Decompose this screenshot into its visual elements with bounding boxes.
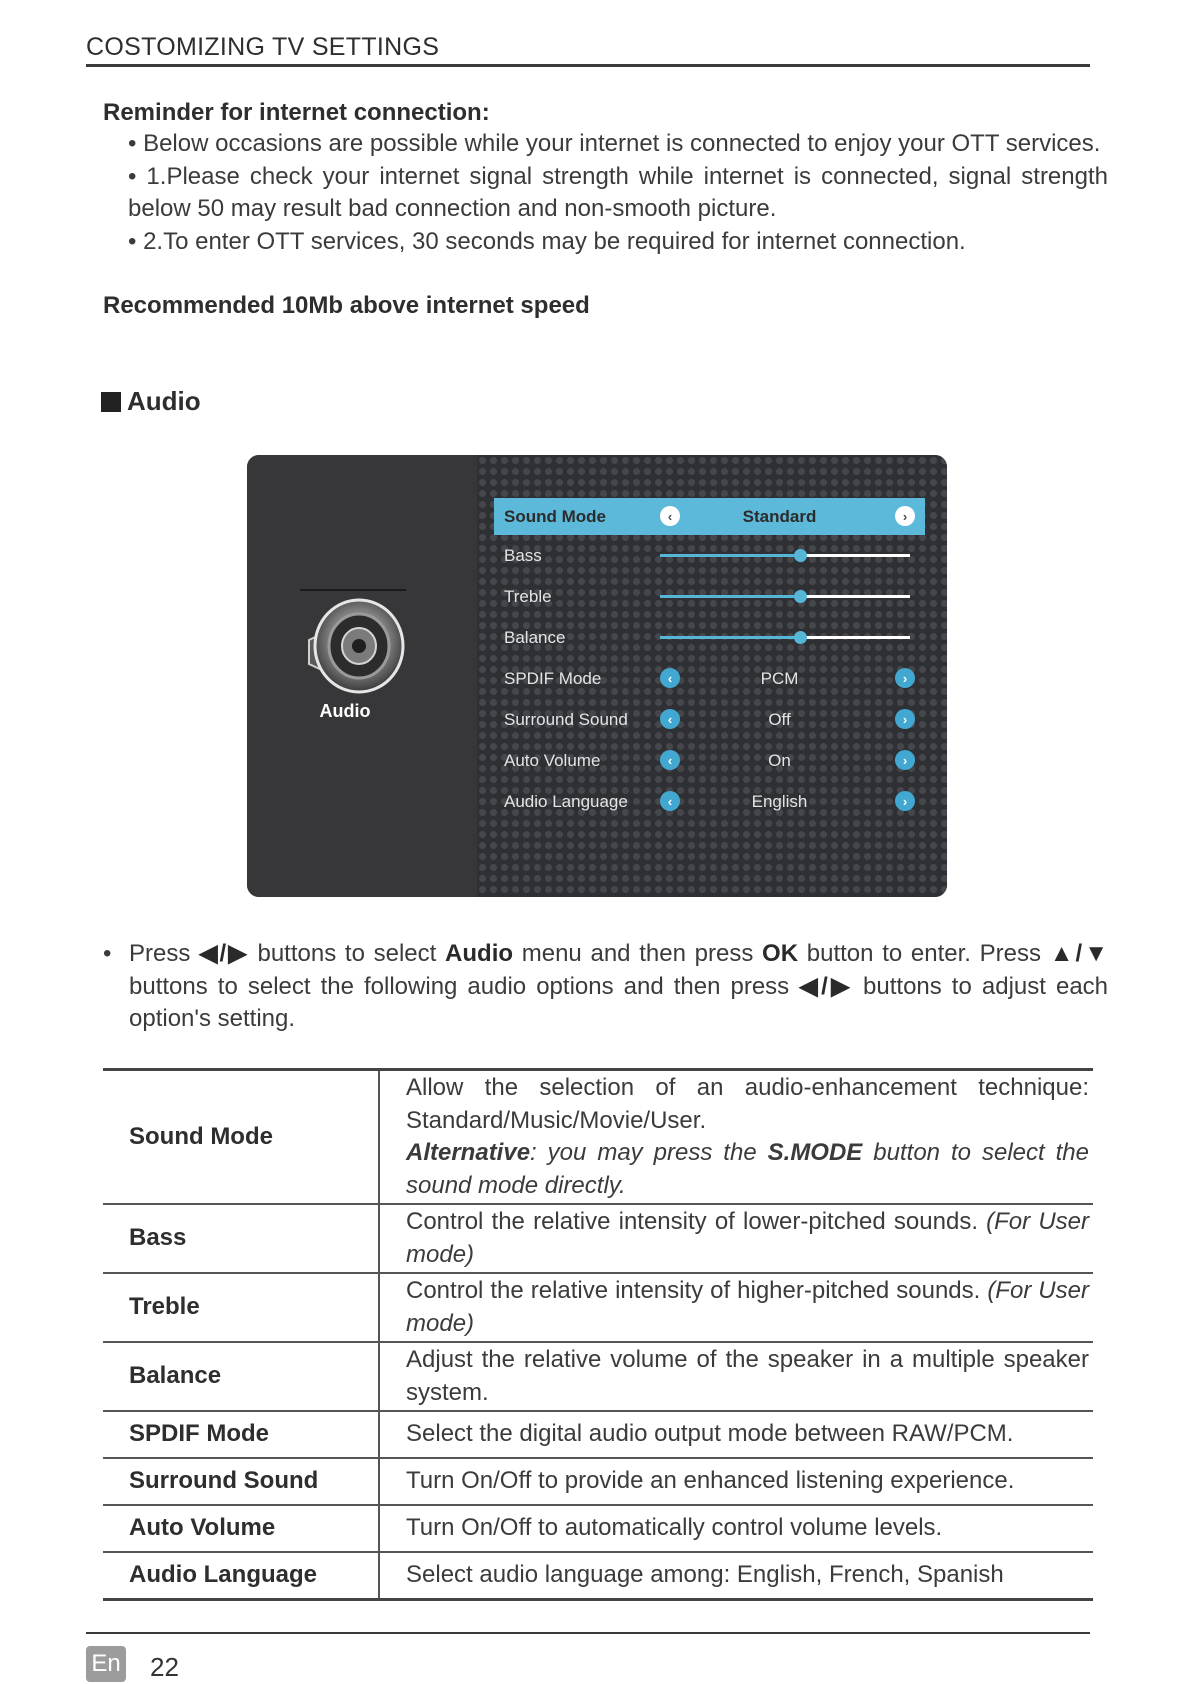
speed-recommendation: Recommended 10Mb above internet speed: [103, 292, 590, 319]
slider-fill: [660, 636, 800, 639]
speaker-icon: [301, 596, 407, 696]
text-run: button to enter. Press: [798, 940, 1050, 967]
chevron-right-icon[interactable]: ›: [895, 709, 915, 729]
section-title: Audio: [127, 386, 201, 416]
up-down-arrows-icon: ▲/▼: [1049, 940, 1108, 967]
left-right-arrows-icon: ◀/▶: [799, 972, 853, 1000]
table-row: [103, 1204, 1093, 1273]
option-name: Audio Language: [103, 1552, 379, 1599]
bullet: •: [103, 940, 112, 967]
table-row: [103, 1458, 1093, 1505]
menu-row-sound-mode[interactable]: [494, 498, 925, 535]
table-row: [103, 1070, 1093, 1205]
option-name: SPDIF Mode: [103, 1411, 379, 1458]
treble-slider[interactable]: [660, 595, 910, 598]
chevron-right-icon[interactable]: ›: [895, 506, 915, 526]
option-name: Treble: [103, 1273, 379, 1342]
reminder-title: Reminder for internet connection:: [103, 99, 490, 126]
menu-row-balance[interactable]: [494, 619, 925, 656]
footer-divider: [86, 1632, 1090, 1634]
text-run: Control the relative intensity of higher-pitched sounds.: [406, 1277, 988, 1304]
option-description: [379, 1204, 1093, 1273]
section-heading: [101, 386, 201, 417]
reminder-list: [128, 128, 1108, 258]
menu-row-value: Off: [768, 710, 791, 729]
smode-button-label: S.MODE: [767, 1139, 863, 1166]
chevron-left-icon[interactable]: ‹: [660, 709, 680, 729]
left-right-arrows-icon: ◀/▶: [199, 940, 249, 967]
language-badge: En: [86, 1646, 126, 1682]
category-divider: [300, 589, 406, 591]
ok-keyword: OK: [762, 940, 799, 967]
option-name: Surround Sound: [103, 1458, 379, 1505]
menu-row-label: Balance: [504, 628, 566, 647]
square-bullet-icon: [101, 392, 121, 412]
audio-options-table: [103, 1068, 1093, 1601]
option-description: [379, 1070, 1093, 1205]
alternative-label: Alternative: [406, 1139, 531, 1166]
menu-row-value: PCM: [760, 669, 799, 688]
slider-knob[interactable]: [794, 549, 807, 562]
table-row: [103, 1552, 1093, 1599]
text-run: Allow the selection of an audio-enhancement technique: Standard/Music/Movie/User.: [406, 1074, 1089, 1134]
text-run: button to select the sound mode directly.: [406, 1139, 1089, 1199]
text-run: menu and then press: [513, 940, 763, 967]
menu-row-label: Audio Language: [504, 792, 628, 811]
menu-row-spdif-mode[interactable]: [494, 660, 925, 697]
user-mode-note: (For User mode): [406, 1208, 1089, 1268]
tv-audio-menu: [247, 455, 947, 897]
slider-fill: [660, 595, 800, 598]
user-mode-note: (For User mode): [406, 1277, 1089, 1337]
chevron-left-icon[interactable]: ‹: [660, 750, 680, 770]
chevron-left-icon[interactable]: ‹: [660, 506, 680, 526]
text-run: Press: [129, 940, 200, 967]
menu-row-value: On: [768, 751, 791, 770]
slider-fill: [660, 554, 800, 557]
menu-row-auto-volume[interactable]: [494, 742, 925, 779]
header-divider: [86, 64, 1090, 67]
option-name: Bass: [103, 1204, 379, 1273]
option-description: Turn On/Off to provide an enhanced listening experience.: [379, 1458, 1093, 1505]
chevron-right-icon[interactable]: ›: [895, 668, 915, 688]
menu-row-bass[interactable]: [494, 537, 925, 574]
audio-keyword: Audio: [445, 940, 514, 967]
option-name: Auto Volume: [103, 1505, 379, 1552]
table-row: [103, 1411, 1093, 1458]
chevron-right-icon[interactable]: ›: [895, 750, 915, 770]
table-row: [103, 1342, 1093, 1411]
chevron-right-icon[interactable]: ›: [895, 791, 915, 811]
menu-row-surround-sound[interactable]: [494, 701, 925, 738]
menu-row-label: SPDIF Mode: [504, 669, 602, 688]
slider-knob[interactable]: [794, 631, 807, 644]
reminder-item: • 2.To enter OTT services, 30 seconds may be required for internet connection.: [128, 227, 966, 255]
menu-row-value: Standard: [742, 507, 817, 526]
audio-instructions: [103, 938, 1108, 1036]
menu-row-value: English: [751, 792, 808, 811]
table-row: [103, 1273, 1093, 1342]
text-run: buttons to select the following audio options and then press: [129, 972, 800, 1000]
menu-row-label: Treble: [504, 587, 552, 606]
balance-slider[interactable]: [660, 636, 910, 639]
table-row: [103, 1505, 1093, 1552]
menu-category-label: Audio: [319, 701, 371, 721]
text-run: buttons to select: [248, 940, 446, 967]
page-header-title: COSTOMIZING TV SETTINGS: [86, 33, 440, 61]
menu-row-label: Auto Volume: [504, 751, 601, 770]
option-description: Select audio language among: English, French, Spanish: [379, 1552, 1093, 1599]
menu-row-audio-language[interactable]: [494, 783, 925, 820]
bass-slider[interactable]: [660, 554, 910, 557]
menu-row-label: Bass: [504, 546, 542, 565]
reminder-item: • Below occasions are possible while your internet is connected to enjoy your OTT services.: [128, 130, 1101, 157]
chevron-left-icon[interactable]: ‹: [660, 791, 680, 811]
text-run: : you may press the: [530, 1139, 768, 1166]
option-description: Turn On/Off to automatically control volume levels.: [379, 1505, 1093, 1552]
slider-knob[interactable]: [794, 590, 807, 603]
page-number: 22: [150, 1652, 179, 1682]
menu-row-label: Sound Mode: [504, 507, 606, 526]
option-name: Sound Mode: [103, 1070, 379, 1205]
text-run: Control the relative intensity of lower-pitched sounds.: [406, 1208, 987, 1235]
option-name: Balance: [103, 1342, 379, 1411]
instructions-text: [129, 938, 1108, 1036]
reminder-item: • 1.Please check your internet signal strength while internet is connected, signal strength below 50 may result bad connection and non-smooth picture.: [128, 162, 1108, 222]
option-description: Adjust the relative volume of the speaker in a multiple speaker system.: [379, 1342, 1093, 1411]
menu-row-treble[interactable]: [494, 578, 925, 615]
option-description: Select the digital audio output mode between RAW/PCM.: [379, 1411, 1093, 1458]
chevron-left-icon[interactable]: ‹: [660, 668, 680, 688]
menu-row-label: Surround Sound: [504, 710, 628, 729]
text-run: buttons to adjust each option's setting.: [129, 972, 1109, 1032]
option-description: [379, 1273, 1093, 1342]
menu-category-panel: [247, 455, 477, 897]
